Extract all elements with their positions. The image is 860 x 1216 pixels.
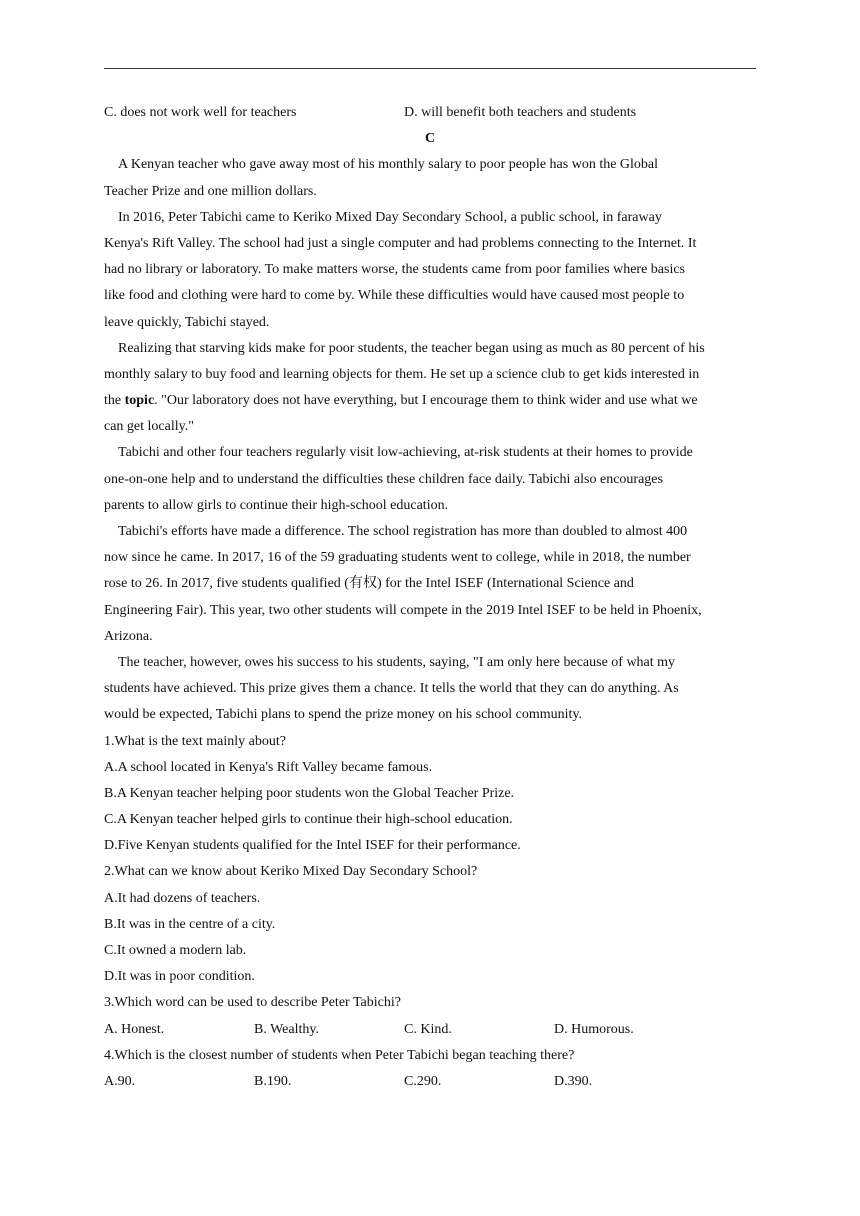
text-span: the — [104, 393, 125, 409]
option-c: C.290. — [404, 1073, 442, 1089]
passage — [104, 152, 756, 728]
option-c: C. does not work well for teachers — [104, 105, 297, 120]
question-4 — [104, 1043, 756, 1095]
text-line: Tabichi's efforts have made a difference. The school registration has more than doubled to almost 400 — [118, 524, 688, 539]
question-3 — [104, 990, 756, 1042]
question-stem: 1.What is the text mainly about? — [104, 733, 286, 749]
option-d: D.Five Kenyan students qualified for the Intel ISEF for their performance. — [104, 838, 521, 854]
option-d: D. Humorous. — [554, 1021, 634, 1037]
option-d: D. will benefit both teachers and students — [404, 105, 637, 120]
paragraph-5 — [104, 519, 756, 650]
text-line: had no library or laboratory. To make matters worse, the students came from poor families where basics — [104, 262, 686, 278]
option-a: A.90. — [104, 1073, 136, 1089]
text-line — [104, 388, 756, 414]
option-b: B.190. — [254, 1073, 292, 1089]
text-line: Tabichi and other four teachers regularly visit low-achieving, at-risk students at their homes to provide — [118, 445, 693, 461]
text-line: monthly salary to buy food and learning objects for them. He set up a science club to get kids interested in — [104, 366, 700, 382]
header-rule — [104, 68, 756, 69]
text-line: now since he came. In 2017, 16 of the 59 graduating students went to college, while in 2018, the number — [104, 550, 691, 566]
option-a: A.It had dozens of teachers. — [104, 890, 261, 906]
paragraph-2 — [104, 205, 756, 336]
option-c: C.A Kenyan teacher helped girls to continue their high-school education. — [104, 812, 513, 828]
text-line: Kenya's Rift Valley. The school had just a single computer and had problems connecting to the Internet. It — [104, 235, 697, 251]
option-a: A. Honest. — [104, 1021, 165, 1037]
exam-page — [104, 100, 756, 1095]
paragraph-4 — [104, 440, 756, 519]
text-span: . "Our laboratory does not have everything, but I encourage them to think wider and use what we — [154, 393, 698, 409]
option-d: D.It was in poor condition. — [104, 969, 255, 985]
text-line: like food and clothing were hard to come by. While these difficulties would have caused most people to — [104, 288, 685, 304]
question-stem: 4.Which is the closest number of students when Peter Tabichi began teaching there? — [104, 1047, 575, 1063]
options-row — [104, 1017, 756, 1043]
option-a: A.A school located in Kenya's Rift Valley became famous. — [104, 759, 433, 775]
text-line: Realizing that starving kids make for poor students, the teacher began using as much as 80 percent of his — [118, 340, 705, 356]
text-line: can get locally." — [104, 419, 194, 435]
option-c: C.It owned a modern lab. — [104, 943, 247, 958]
text-line: parents to allow girls to continue their high-school education. — [104, 497, 449, 513]
text-line: In 2016, Peter Tabichi came to Keriko Mixed Day Secondary School, a public school, in faraway — [118, 209, 662, 225]
text-line: A Kenyan teacher who gave away most of his monthly salary to poor people has won the Global — [118, 157, 659, 173]
text-line: one-on-one help and to understand the difficulties these children face daily. Tabichi also encourages — [104, 471, 663, 487]
text-line: would be expected, Tabichi plans to spend the prize money on his school community. — [104, 707, 583, 723]
text-line: students have achieved. This prize gives them a chance. It tells the world that they can do anything. As — [104, 681, 679, 697]
text-line: The teacher, however, owes his success to his students, saying, "I am only here because of what my — [118, 654, 676, 670]
question-1 — [104, 729, 756, 860]
section-label: C — [424, 131, 436, 147]
paragraph-3 — [104, 336, 756, 441]
paragraph-6 — [104, 650, 756, 729]
option-b: B. Wealthy. — [254, 1021, 319, 1037]
paragraph-1 — [104, 152, 756, 204]
option-b: B.A Kenyan teacher helping poor students won the Global Teacher Prize. — [104, 785, 515, 801]
option-c: C. Kind. — [404, 1021, 452, 1037]
previous-question-options — [104, 100, 756, 126]
question-stem: 3.Which word can be used to describe Peter Tabichi? — [104, 995, 401, 1011]
option-b: B.It was in the centre of a city. — [104, 916, 276, 932]
text-line: Arizona. — [104, 628, 153, 644]
text-line: Teacher Prize and one million dollars. — [104, 183, 317, 199]
text-line: rose to 26. In 2017, five students qualified (有权) for the Intel ISEF (International Science and — [104, 576, 634, 592]
text-line: leave quickly, Tabichi stayed. — [104, 314, 270, 330]
question-stem: 2.What can we know about Keriko Mixed Day Secondary School? — [104, 864, 478, 880]
text-line: Engineering Fair). This year, two other students will compete in the 2019 Intel ISEF to be held in Phoenix, — [104, 602, 702, 618]
question-2 — [104, 859, 756, 990]
option-d: D.390. — [554, 1073, 593, 1089]
bold-word-topic: topic — [124, 393, 155, 409]
options-row — [104, 1069, 756, 1095]
